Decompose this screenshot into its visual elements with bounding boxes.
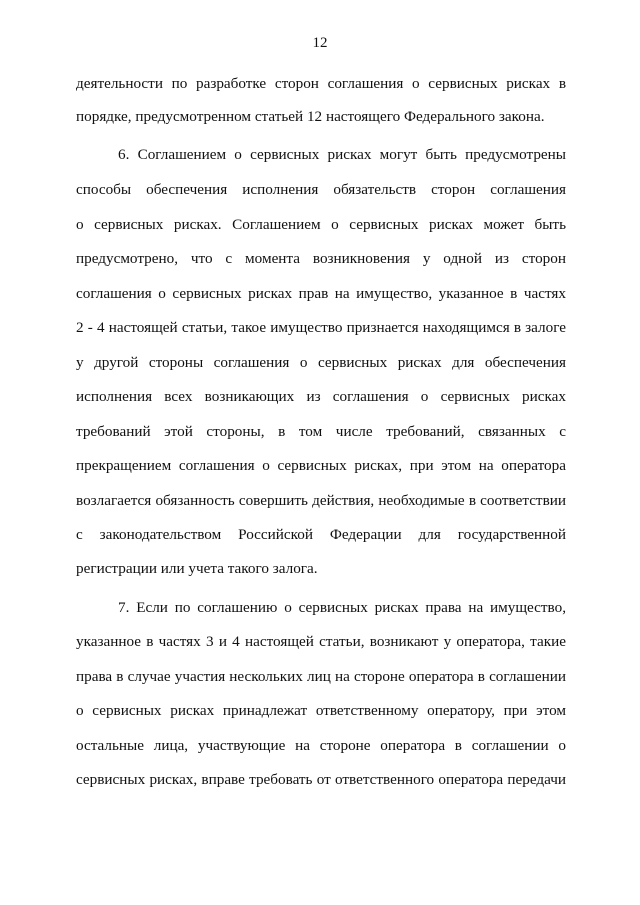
text-line: порядке, предусмотренном статьей 12 настоящего Федерального закона. bbox=[76, 108, 545, 125]
text-line: указанное в частях 3 и 4 настоящей статьи, возникают у оператора, такие bbox=[76, 633, 566, 650]
text-line: с законодательством Российской Федерации для государственной bbox=[76, 526, 566, 543]
text-line: деятельности по разработке сторон соглашения о сервисных рисках в bbox=[76, 75, 566, 92]
paragraph-6-first-line: 6. Соглашением о сервисных рисках могут быть предусмотрены bbox=[118, 146, 566, 163]
text-line: сервисных рисках, вправе требовать от ответственного оператора передачи bbox=[76, 771, 566, 788]
text-line: у другой стороны соглашения о сервисных рисках для обеспечения bbox=[76, 354, 566, 371]
text-line: регистрации или учета такого залога. bbox=[76, 560, 318, 577]
text-line: о сервисных рисках. Соглашением о сервисных рисках может быть bbox=[76, 216, 566, 233]
text-line: способы обеспечения исполнения обязательств сторон соглашения bbox=[76, 181, 566, 198]
text-line: возлагается обязанность совершить действия, необходимые в соответствии bbox=[76, 492, 566, 509]
text-line: остальные лица, участвующие на стороне оператора в соглашении о bbox=[76, 737, 566, 754]
text-line: о сервисных рисках принадлежат ответственному оператору, при этом bbox=[76, 702, 566, 719]
paragraph-7-first-line: 7. Если по соглашению о сервисных рисках права на имущество, bbox=[118, 599, 566, 616]
text-line: требований этой стороны, в том числе требований, связанных с bbox=[76, 423, 566, 440]
text-line: исполнения всех возникающих из соглашения о сервисных рисках bbox=[76, 388, 566, 405]
page-number: 12 bbox=[312, 35, 328, 51]
text-line: прекращением соглашения о сервисных рисках, при этом на оператора bbox=[76, 457, 566, 474]
text-line: соглашения о сервисных рисках прав на имущество, указанное в частях bbox=[76, 285, 566, 302]
text-line: 2 - 4 настоящей статьи, такое имущество признается находящимся в залоге bbox=[76, 319, 566, 336]
text-line: предусмотрено, что с момента возникновения у одной из сторон bbox=[76, 250, 566, 267]
text-line: права в случае участия нескольких лиц на стороне оператора в соглашении bbox=[76, 668, 566, 685]
